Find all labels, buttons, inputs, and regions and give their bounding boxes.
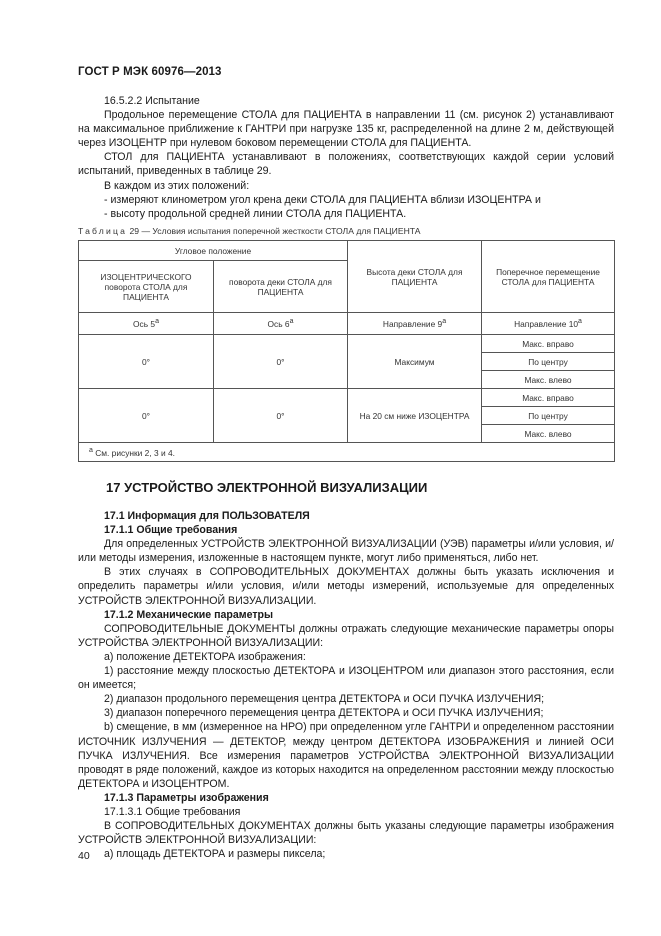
paragraph: В каждом из этих положений: (104, 179, 250, 192)
list-item: - высоту продольной средней линии СТОЛА для ПАЦИЕНТА. (104, 207, 407, 220)
subsection-heading: 17.1.2 Механические параметры (104, 608, 274, 621)
list-item: 1) расстояние между плоскостью ДЕТЕКТОРА и ИЗОЦЕНТРОМ или диапазон этого расстояния, если он имеется; (78, 665, 614, 692)
header-deck-height: Высота деки СТОЛА для ПАЦИЕНТА (348, 241, 482, 313)
table-cell: Макс. влево (482, 425, 615, 443)
list-item: а) площадь ДЕТЕКТОРА и размеры пиксела; (104, 848, 326, 861)
table-cell: 0° (79, 389, 214, 443)
subsection-heading: 17.1.3.1 Общие требования (104, 805, 241, 818)
table-cell: Макс. влево (482, 371, 615, 389)
list-item: 3) диапазон поперечного перемещения центра ДЕТЕКТОРА и ОСИ ПУЧКА ИЗЛУЧЕНИЯ; (104, 707, 544, 720)
axis-cell: Направление $10^а$ (482, 313, 615, 335)
list-item: а) положение ДЕТЕКТОРА изображения: (104, 650, 306, 663)
table-29 (78, 240, 615, 462)
section-17-body (78, 509, 614, 861)
header-angular-position: Угловое положение (79, 241, 348, 261)
table-cell: По центру (482, 353, 615, 371)
paragraph: СТОЛ для ПАЦИЕНТА устанавливают в положениях, соответствующих каждой серии условий испытаний, приведенных в таблице 29. (78, 151, 614, 178)
paragraph: В СОПРОВОДИТЕЛЬНЫХ ДОКУМЕНТАХ должны быть указаны следующие параметры изображения УСТРОЙСТВ ЭЛЕКТРОННОЙ ВИЗУАЛИЗАЦИИ: (78, 820, 614, 847)
table-cell: Максимум (348, 335, 482, 389)
table-cell: 0° (214, 389, 348, 443)
table-cell: Макс. вправо (482, 335, 615, 353)
table-cell: 0° (214, 335, 348, 389)
axis-cell: Ось $5^а$ (79, 313, 214, 335)
list-item: 2) диапазон продольного перемещения центра ДЕТЕКТОРА и ОСИ ПУЧКА ИЗЛУЧЕНИЯ; (104, 693, 545, 706)
table-cell: По центру (482, 407, 615, 425)
subsection-heading: 16.5.2.2 Испытание (104, 95, 200, 107)
table-cell: Макс. вправо (482, 389, 615, 407)
paragraph: Продольное перемещение СТОЛА для ПАЦИЕНТА в направлении 11 (см. рисунок 2) устанавливают на максимальное приближение к ГАНТРИ при нагрузке 135 кг, распределенной на длине 2 м, действующей через ИЗОЦЕНТР при нулевом боковом перемещении СТОЛА для ПАЦИЕНТА. (78, 109, 614, 150)
table-caption: Таблица 29 — Условия испытания поперечной жесткости СТОЛА для ПАЦИЕНТА (78, 226, 421, 236)
axis-cell: Ось $6^а$ (214, 313, 348, 335)
header-lateral-movement: Поперечное перемещение СТОЛА для ПАЦИЕНТА (482, 241, 615, 313)
header-isocentric-rotation: ИЗОЦЕНТРИЧЕСКОГО поворота СТОЛА для ПАЦИЕНТА (79, 261, 214, 313)
list-item: b) смещение, в мм (измеренное на НРО) при определенном угле ГАНТРИ и определенном расстоянии ИСТОЧНИК ИЗЛУЧЕНИЯ — ДЕТЕКТОР, между центром ДЕТЕКТОРА ИЗОБРАЖЕНИЯ и линией ОСИ ПУЧКА ИЗЛУЧЕНИЯ. Все измерения параметров УСТРОЙСТВА ЭЛЕКТРОННОЙ ВИЗУАЛИЗАЦИИ проводят в ряде положений, каждое из которых находится на определенном расстоянии между плоскостью ДЕТЕКТОРА и ИЗОЦЕНТРОМ. (78, 721, 614, 790)
axis-cell: Направление $9^а$ (348, 313, 482, 335)
paragraph: Для определенных УСТРОЙСТВ ЭЛЕКТРОННОЙ ВИЗУАЛИЗАЦИИ (УЭВ) параметры и/или условия, и/или методы измерения, изложенные в настоящем пункте, могут либо применяться, либо нет. (78, 538, 614, 565)
paragraph: СОПРОВОДИТЕЛЬНЫЕ ДОКУМЕНТЫ должны отражать следующие механические параметры опоры УСТРОЙСТВА ЭЛЕКТРОННОЙ ВИЗУАЛИЗАЦИИ: (78, 622, 614, 649)
page-number: 40 (78, 850, 90, 862)
header-deck-rotation: поворота деки СТОЛА для ПАЦИЕНТА (214, 261, 348, 313)
list-item: - измеряют клинометром угол крена деки СТОЛА для ПАЦИЕНТА вблизи ИЗОЦЕНТРА и (104, 193, 541, 206)
table-footnote: $^а$ См. рисунки 2, 3 и 4. (79, 443, 615, 462)
section-16-5-2-2 (78, 94, 614, 221)
table-cell: 0° (79, 335, 214, 389)
document-header: ГОСТ Р МЭК 60976—2013 (78, 66, 222, 78)
table-cell: На 20 см ниже ИЗОЦЕНТРА (348, 389, 482, 443)
paragraph: В этих случаях в СОПРОВОДИТЕЛЬНЫХ ДОКУМЕНТАХ должны быть указать исключения и определить параметры и/или условия, и/или методы измерений, используемые для определенных УСТРОЙСТВ ЭЛЕКТРОННОЙ ВИЗУАЛИЗАЦИИ. (78, 566, 614, 607)
subsection-heading: 17.1 Информация для ПОЛЬЗОВАТЕЛЯ (104, 510, 310, 522)
subsection-heading: 17.1.3 Параметры изображения (104, 791, 269, 804)
subsection-heading: 17.1.1 Общие требования (104, 524, 238, 537)
section-17-title: 17 УСТРОЙСТВО ЭЛЕКТРОННОЙ ВИЗУАЛИЗАЦИИ (106, 480, 428, 495)
